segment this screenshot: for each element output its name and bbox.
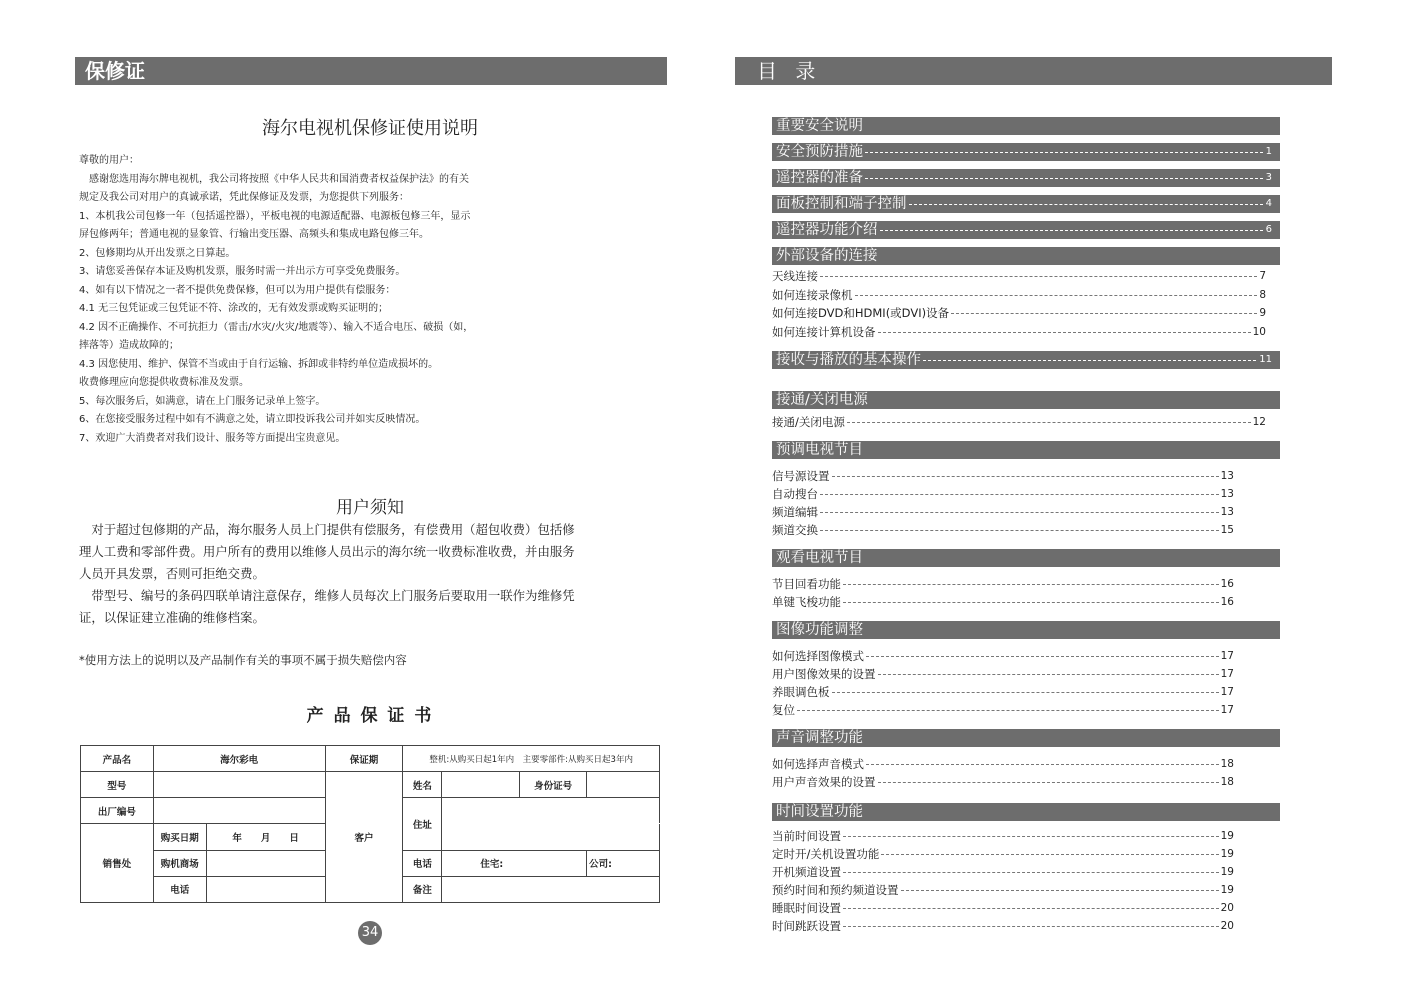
toc-entry[interactable] xyxy=(772,899,1234,917)
toc-entry[interactable] xyxy=(772,521,1234,539)
toc-entry-title: 预调电视节目 xyxy=(776,442,863,458)
toc-entry[interactable] xyxy=(772,323,1266,341)
warranty-term-line: 7、欢迎广大消费者对我们设计、服务等方面提出宝贵意见。 xyxy=(79,432,346,444)
toc-entry[interactable] xyxy=(772,773,1234,791)
toc-page-number: 12 xyxy=(1252,416,1266,428)
toc-page-number: 1 xyxy=(1265,146,1272,157)
warranty-header-bar xyxy=(75,57,667,85)
toc-leader-dots xyxy=(923,360,1256,361)
warranty-term-line: 4.1 无三包凭证或三包凭证不符、涂改的，无有效发票或购买证明的； xyxy=(79,303,389,314)
toc-section[interactable] xyxy=(772,549,1280,567)
name-label: 姓名 xyxy=(403,772,442,798)
toc-page-number: 18 xyxy=(1220,776,1234,788)
toc-entry[interactable] xyxy=(772,593,1234,611)
dealer-label: 销售处 xyxy=(81,824,154,903)
toc-page-number: 17 xyxy=(1220,650,1234,662)
toc-entry-title: 观看电视节目 xyxy=(776,550,863,566)
notice-line: 理人工费和零部件费。用户所有的费用以维修人员出示的海尔统一收费标准收费，并由服务 xyxy=(79,544,575,559)
warranty-terms xyxy=(79,152,599,448)
warranty-term-line: 摔落等）造成故障的； xyxy=(79,340,179,351)
toc-entry-title: 如何连接DVD和HDMI(或DVI)设备 xyxy=(772,306,950,320)
address-value-2 xyxy=(442,824,660,850)
toc-entry-title: 用户图像效果的设置 xyxy=(772,667,876,681)
toc-page-number: 19 xyxy=(1220,884,1234,896)
toc-entry[interactable] xyxy=(772,467,1234,485)
toc-entry-title: 遥控器功能介绍 xyxy=(776,222,878,238)
serial-label: 出厂编号 xyxy=(81,798,154,824)
toc-entry-title: 接通/关闭电源 xyxy=(772,415,845,429)
toc-leader-dots xyxy=(865,152,1263,153)
toc-section[interactable] xyxy=(772,221,1280,239)
toc-entry-title: 如何选择声音模式 xyxy=(772,757,864,771)
toc-section[interactable] xyxy=(772,803,1280,821)
toc-header-title: 目 录 xyxy=(757,59,822,83)
toc-entry[interactable] xyxy=(772,701,1234,719)
warranty-term-line: 尊敬的用户： xyxy=(79,155,139,166)
address-label: 住址 xyxy=(403,798,442,850)
home-phone-label: 住宅: xyxy=(442,850,587,876)
toc-entry-title: 开机频道设置 xyxy=(772,865,841,879)
warranty-term-line: 4.2 因不正确操作、不可抗拒力（雷击/水灾/火灾/地震等）、输入不适合电压、破损（如， xyxy=(79,321,474,333)
toc-entry-title: 面板控制和端子控制 xyxy=(776,196,907,212)
toc-section[interactable] xyxy=(772,143,1280,161)
toc-entry[interactable] xyxy=(772,267,1266,285)
warranty-term-line: 6、在您接受服务过程中如有不满意之处，请立即投诉我公司并如实反映情况。 xyxy=(79,414,426,425)
toc-leader-dots xyxy=(843,872,1219,873)
purchase-date-label: 购买日期 xyxy=(153,824,206,850)
toc-leader-dots xyxy=(881,854,1218,855)
toc-entry[interactable] xyxy=(772,304,1266,322)
toc-leader-dots xyxy=(855,295,1258,296)
toc-section[interactable] xyxy=(772,247,1280,265)
toc-leader-dots xyxy=(843,908,1219,909)
warranty-term-line: 感谢您选用海尔牌电视机，我公司将按照《中华人民共和国消费者权益保护法》的有关 xyxy=(79,173,469,185)
toc-entry[interactable] xyxy=(772,827,1234,845)
toc-page-number: 11 xyxy=(1259,354,1272,365)
toc-entry-title: 时间设置功能 xyxy=(776,804,863,820)
toc-entry-title: 用户声音效果的设置 xyxy=(772,775,876,789)
product-name-value: 海尔彩电 xyxy=(153,746,325,772)
toc-leader-dots xyxy=(878,674,1219,675)
page-number: 34 xyxy=(358,921,382,945)
toc-entry-title: 单键飞梭功能 xyxy=(772,595,841,609)
toc-leader-dots xyxy=(866,656,1219,657)
model-value xyxy=(153,772,325,798)
toc-entry[interactable] xyxy=(772,503,1234,521)
toc-page-number: 18 xyxy=(1220,758,1234,770)
toc-page-number: 13 xyxy=(1220,488,1234,500)
company-phone-label: 公司: xyxy=(587,850,660,876)
toc-entry-title: 频道编辑 xyxy=(772,505,818,519)
warranty-term-line: 2、包修期均从开出发票之日算起。 xyxy=(79,247,236,259)
certificate-title: 产 品 保 证 书 xyxy=(306,706,434,726)
toc-leader-dots xyxy=(878,782,1219,783)
toc-entry-title: 图像功能调整 xyxy=(776,622,863,638)
toc-leader-dots xyxy=(880,230,1263,231)
store-label: 购机商场 xyxy=(153,850,206,876)
customer-phone-label: 电话 xyxy=(403,850,442,876)
warranty-period-label: 保证期 xyxy=(325,746,403,772)
toc-page-number: 19 xyxy=(1220,830,1234,842)
toc-leader-dots xyxy=(832,692,1219,693)
toc-leader-dots xyxy=(832,476,1219,477)
disclaimer: *使用方法上的说明以及产品制作有关的事项不属于损失赔偿内容 xyxy=(79,653,407,667)
toc-entry[interactable] xyxy=(772,845,1234,863)
notice-line: 人员开具发票，否则可拒绝交费。 xyxy=(79,566,265,581)
toc-leader-dots xyxy=(843,926,1219,927)
user-notice-title: 用户须知 xyxy=(336,498,404,518)
warranty-term-line: 收费修理应向您提供收费标准及发票。 xyxy=(79,377,249,388)
toc-entry-title: 信号源设置 xyxy=(772,469,830,483)
toc-leader-dots xyxy=(865,178,1263,179)
toc-page-number: 17 xyxy=(1220,668,1234,680)
toc-entry-title: 预约时间和预约频道设置 xyxy=(772,883,899,897)
toc-leader-dots xyxy=(820,494,1219,495)
toc-leader-dots xyxy=(843,584,1219,585)
toc-entry-title: 接通/关闭电源 xyxy=(776,392,868,408)
toc-entry-title: 安全预防措施 xyxy=(776,144,863,160)
id-value xyxy=(587,772,660,798)
toc-entry[interactable] xyxy=(772,413,1266,431)
remarks-label: 备注 xyxy=(403,876,442,902)
toc-leader-dots xyxy=(901,890,1219,891)
toc-entry-title: 重要安全说明 xyxy=(776,118,863,134)
model-label: 型号 xyxy=(81,772,154,798)
toc-section[interactable] xyxy=(772,391,1280,409)
warranty-instructions-title: 海尔电视机保修证使用说明 xyxy=(262,118,478,139)
toc-leader-dots xyxy=(909,204,1263,205)
purchase-date-format: 年 月 日 xyxy=(206,824,325,850)
toc-page-number: 3 xyxy=(1265,172,1272,183)
serial-value xyxy=(153,798,325,824)
toc-entry[interactable] xyxy=(772,286,1266,304)
toc-entry-title: 如何选择图像模式 xyxy=(772,649,864,663)
warranty-term-line: 规定及我公司对用户的真诚承诺，凭此保修证及发票，为您提供下列服务： xyxy=(79,192,409,203)
toc-page-number: 20 xyxy=(1220,920,1234,932)
toc-entry[interactable] xyxy=(772,575,1234,593)
notice-line: 对于超过包修期的产品，海尔服务人员上门提供有偿服务，有偿费用（超包收费）包括修 xyxy=(79,522,575,537)
toc-page-number: 10 xyxy=(1252,326,1266,338)
toc-section[interactable] xyxy=(772,195,1280,213)
toc-entry[interactable] xyxy=(772,485,1234,503)
toc-leader-dots xyxy=(820,512,1219,513)
toc-entry-title: 频道交换 xyxy=(772,523,818,537)
toc-section[interactable] xyxy=(772,169,1280,187)
toc-entry-title: 复位 xyxy=(772,703,795,717)
notice-line: 带型号、编号的条码四联单请注意保存，维修人员每次上门服务后要取用一联作为维修凭 xyxy=(79,588,575,603)
toc-page-number: 8 xyxy=(1259,289,1266,301)
toc-leader-dots xyxy=(820,276,1257,277)
toc-page-number: 9 xyxy=(1259,307,1266,319)
toc-leader-dots xyxy=(847,422,1251,423)
toc-entry[interactable] xyxy=(772,917,1234,935)
toc-entry-title: 时间跳跃设置 xyxy=(772,919,841,933)
warranty-period-value: 整机:从购买日起1年内 主要零部件:从购买日起3年内 xyxy=(403,746,660,772)
remarks-value xyxy=(442,876,660,902)
toc-section[interactable] xyxy=(772,729,1280,747)
warranty-term-line: 4、如有以下情况之一者不提供免费保修，但可以为用户提供有偿服务： xyxy=(79,284,396,296)
toc-leader-dots xyxy=(843,602,1219,603)
notice-line: 证，以保证建立准确的维修档案。 xyxy=(79,610,265,625)
toc-entry-title: 定时开/关机设置功能 xyxy=(772,847,880,861)
toc-entry[interactable] xyxy=(772,881,1234,899)
toc-page-number: 4 xyxy=(1265,198,1272,209)
id-label: 身份证号 xyxy=(520,772,587,798)
toc-entry-title: 声音调整功能 xyxy=(776,730,863,746)
toc-section[interactable] xyxy=(772,621,1280,639)
warranty-term-line: 屏包修两年；普通电视的显象管、行输出变压器、高频头和集成电路包修三年。 xyxy=(79,229,429,240)
toc-page-number: 15 xyxy=(1220,524,1234,536)
store-value xyxy=(206,850,325,876)
toc-entry-title: 当前时间设置 xyxy=(772,829,841,843)
dealer-phone-label: 电话 xyxy=(153,876,206,902)
toc-entry[interactable] xyxy=(772,683,1234,701)
warranty-term-line: 5、每次服务后，如满意，请在上门服务记录单上签字。 xyxy=(79,395,326,407)
toc-leader-dots xyxy=(866,764,1219,765)
toc-section[interactable] xyxy=(772,351,1280,369)
toc-entry-title: 节目回看功能 xyxy=(772,577,841,591)
user-notice-body xyxy=(79,519,644,629)
toc-entry[interactable] xyxy=(772,647,1234,665)
toc-page-number: 7 xyxy=(1259,270,1266,282)
warranty-term-line: 1、本机我公司包修一年（包括遥控器），平板电视的电源适配器、电源板包修三年，显示 xyxy=(79,210,471,222)
warranty-term-line: 4.3 因您使用、维护、保管不当或由于自行运输、拆卸或非特约单位造成损坏的。 xyxy=(79,358,439,370)
name-value xyxy=(442,772,520,798)
toc-page-number: 16 xyxy=(1220,596,1234,608)
toc-leader-dots xyxy=(878,332,1251,333)
toc-page-number: 6 xyxy=(1265,224,1272,235)
toc-page-number: 16 xyxy=(1220,578,1234,590)
toc-page-number: 19 xyxy=(1220,866,1234,878)
toc-entry-title: 外部设备的连接 xyxy=(776,248,878,264)
toc-entry[interactable] xyxy=(772,665,1234,683)
toc-entry-title: 如何连接录像机 xyxy=(772,288,853,302)
toc-leader-dots xyxy=(820,530,1219,531)
toc-entry-title: 养眼调色板 xyxy=(772,685,830,699)
toc-entry-title: 遥控器的准备 xyxy=(776,170,863,186)
toc-header-bar xyxy=(735,57,1332,85)
toc-leader-dots xyxy=(951,313,1257,314)
toc-entry[interactable] xyxy=(772,755,1234,773)
toc-entry-title: 睡眠时间设置 xyxy=(772,901,841,915)
toc-leader-dots xyxy=(797,710,1219,711)
toc-entry-title: 自动搜台 xyxy=(772,487,818,501)
toc-entry-title: 如何连接计算机设备 xyxy=(772,325,876,339)
warranty-table xyxy=(80,745,660,903)
customer-label: 客户 xyxy=(325,772,403,903)
toc-entry-title: 接收与播放的基本操作 xyxy=(776,352,921,368)
toc-leader-dots xyxy=(843,836,1219,837)
toc-page-number: 17 xyxy=(1220,686,1234,698)
toc-entry[interactable] xyxy=(772,863,1234,881)
product-name-label: 产品名 xyxy=(81,746,154,772)
toc-page-number: 13 xyxy=(1220,470,1234,482)
toc-page-number: 20 xyxy=(1220,902,1234,914)
toc-page-number: 17 xyxy=(1220,704,1234,716)
toc-section[interactable] xyxy=(772,441,1280,459)
dealer-phone-value xyxy=(206,876,325,902)
toc-entry-title: 天线连接 xyxy=(772,269,818,283)
warranty-header-title: 保修证 xyxy=(85,59,145,83)
address-value xyxy=(442,798,660,824)
toc-page-number: 19 xyxy=(1220,848,1234,860)
warranty-term-line: 3、请您妥善保存本证及购机发票，服务时需一并出示方可享受免费服务。 xyxy=(79,266,406,277)
toc-section[interactable] xyxy=(772,117,1280,135)
toc-page-number: 13 xyxy=(1220,506,1234,518)
